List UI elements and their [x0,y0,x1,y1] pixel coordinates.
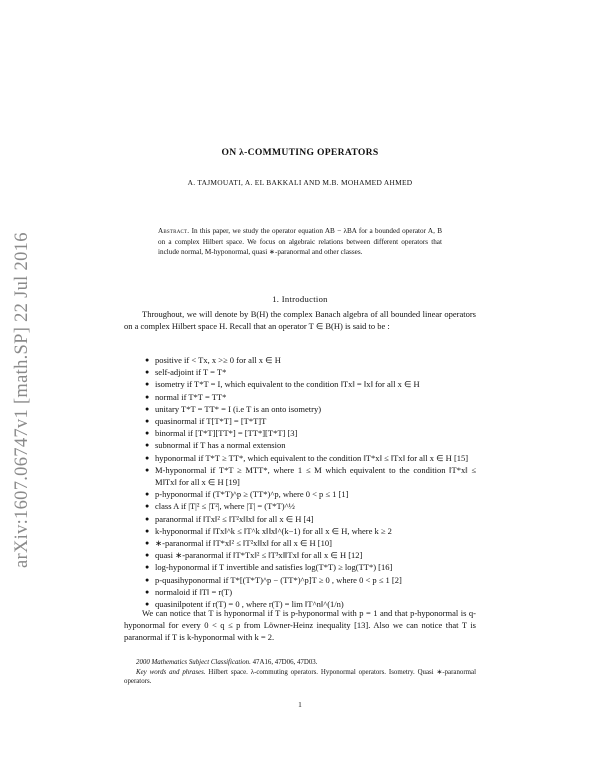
definition-text: p-hyponormal if (T*T)^p ≥ (TT*)^p, where 0 < p ≤ 1 [1] [155,489,349,500]
list-item [145,561,476,573]
definition-text: quasi ∗-paranormal if ‖T*Tx‖² ≤ ‖T³x‖‖Tx‖ for all x ∈ H [12] [155,550,363,561]
msc-label: 2000 Mathematics Subject Classification. [136,659,251,666]
list-item [145,525,476,537]
page-number: 1 [298,700,302,709]
list-item [145,403,476,415]
keywords-footnote [124,668,476,687]
bullet-icon: ● [145,368,150,377]
bullet-icon: ● [145,551,150,560]
list-item [145,354,476,366]
bullet-icon: ● [145,392,150,401]
msc-text: 47A16, 47D06, 47D03. [252,659,318,666]
remark-paragraph: We can notice that T is hyponormal if T is p-hyponormal with p = 1 and that p-hyponormal is q-hyponormal for every 0 < q ≤ p from Löwner-Heinz inequality [13]. Also we can notice that T is paranormal if T is k-hyponormal with k = 2. [124,608,476,643]
bullet-icon: ● [145,441,150,450]
list-item [145,391,476,403]
arxiv-identifier-stamp[interactable]: arXiv:1607.06747v1 [math.SP] 22 Jul 2016 [12,232,32,568]
bullet-icon: ● [145,563,150,572]
list-item [145,500,476,512]
bullet-icon: ● [145,380,150,389]
definition-text: subnormal if T has a normal extension [155,440,286,451]
definition-text: paranormal if ‖Tx‖² ≤ ‖T²x‖‖x‖ for all x ∈ H [4] [155,513,314,524]
abstract [158,226,442,258]
definition-text: quasinilpotent if r(T) = 0 , where r(T) = lim ‖T^n‖^(1/n) [155,599,344,610]
definition-text: isometry if T*T = I, which equivalent to the condition ‖Tx‖ = ‖x‖ for all x ∈ H [155,379,420,390]
definitions-list [145,354,476,610]
definition-text: binormal if [T*T][TT*] = [TT*][T*T] [3] [155,428,298,439]
bullet-icon: ● [145,490,150,499]
abstract-text: In this paper, we study the operator equation AB − λBA for a bounded operator A, B on a complex Hilbert space. We focus on algebraic relations between different operators that include normal, M-hyponormal, quasi ∗-paranormal and other classes. [158,227,443,257]
list-item [145,378,476,390]
list-item [145,415,476,427]
definition-text: p-quasihyponormal if T*[(T*T)^p − (TT*)^p]T ≥ 0 , where 0 < p ≤ 1 [2] [155,574,402,585]
definition-text: normal if T*T = TT* [155,391,227,402]
section-heading: 1. Introduction [272,294,328,304]
list-item [145,513,476,525]
keywords-label: Key words and phrases. [136,668,206,676]
definition-text: positive if < Tx, x >≥ 0 for all x ∈ H [155,355,281,365]
bullet-icon: ● [145,465,150,474]
list-item [145,549,476,561]
list-item [145,464,476,488]
bullet-icon: ● [145,502,150,511]
bullet-icon: ● [145,417,150,426]
definition-text: k-hyponormal if ‖Tx‖^k ≤ ‖T^k x‖‖x‖^(k−1) for all x ∈ H, where k ≥ 2 [155,525,392,536]
bullet-icon: ● [145,587,150,596]
bullet-icon: ● [145,575,150,584]
bullet-icon: ● [145,526,150,535]
definition-text: unitary T*T = TT* = I (i.e T is an onto isometry) [155,403,322,414]
bullet-icon: ● [145,453,150,462]
definition-text: class A if |T|² ≤ |T²|, where |T| = (T*T)^½ [155,501,295,512]
abstract-label: Abstract. [158,227,190,235]
bullet-icon: ● [145,429,150,438]
intro-paragraph: Throughout, we will denote by B(H) the complex Banach algebra of all bounded linear operators on a complex Hilbert space H. Recall that an operator T ∈ B(H) is said to be : [124,309,476,332]
list-item [145,452,476,464]
bullet-icon: ● [145,404,150,413]
list-item [145,439,476,451]
keywords-text: Hilbert space. λ-commuting operators. Hyponormal operators. Isometry. Quasi ∗-paranormal operators. [124,668,476,686]
definition-text: self-adjoint if T = T* [155,367,227,378]
footnotes [124,658,476,687]
list-item [145,366,476,378]
bullet-icon: ● [145,356,150,364]
list-item [145,537,476,549]
bullet-icon: ● [145,514,150,523]
list-item [145,586,476,598]
list-item [145,427,476,439]
definition-text: hyponormal if T*T ≥ TT*, which equivalent to the condition ‖T*x‖ ≤ ‖Tx‖ for all x ∈ H [15] [155,452,469,463]
list-item [145,574,476,586]
definition-text: normaloid if ‖T‖ = r(T) [155,586,233,597]
definition-text: ∗-paranormal if ‖T*x‖² ≤ ‖T²x‖‖x‖ for all x ∈ H [10] [155,538,332,549]
paper-authors: A. TAJMOUATI, A. EL BAKKALI AND M.B. MOHAMED AHMED [187,178,413,187]
bullet-icon: ● [145,539,150,548]
definition-text: quasinormal if T[T*T] = [T*T]T [155,416,267,427]
definition-text: M-hyponormal if T*T ≥ MTT*, where 1 ≤ M which equivalent to the condition ‖T*x‖ ≤ M‖Tx‖ for all x ∈ H [19] [155,464,476,488]
msc-footnote [124,658,476,668]
bullet-icon: ● [145,600,150,609]
definition-text: log-hyponormal if T invertible and satisfies log(T*T) ≥ log(TT*) [16] [155,562,393,573]
list-item [145,488,476,500]
paper-title: ON λ-COMMUTING OPERATORS [221,147,379,158]
